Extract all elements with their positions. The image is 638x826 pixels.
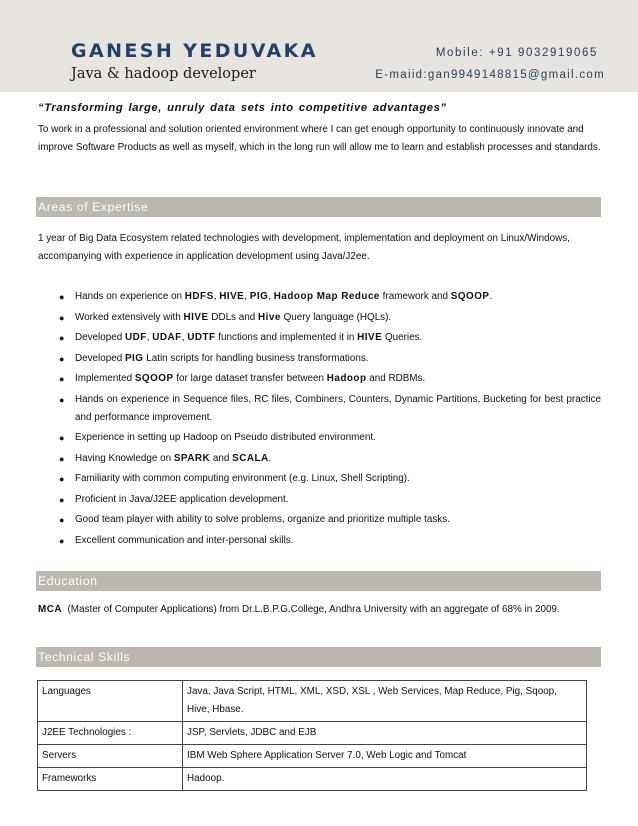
bullet-icon: ● — [59, 353, 65, 364]
degree: MCA — [38, 604, 62, 615]
expertise-item — [38, 370, 601, 388]
item-text: DDLs and — [208, 311, 258, 323]
section-heading-education: Education — [36, 571, 601, 591]
bullet-icon: ● — [59, 535, 65, 546]
item-text: Having Knowledge on — [75, 452, 174, 464]
expertise-item — [38, 288, 601, 306]
keyword: HDFS — [184, 291, 214, 302]
skill-values: Hadoop. — [183, 768, 587, 791]
bullet-icon: ● — [59, 312, 65, 323]
table-row — [38, 768, 587, 791]
item-text: Query language (HQLs). — [280, 311, 392, 323]
candidate-name: GANESH YEDUVAKA — [71, 40, 318, 62]
keyword: SQOOP — [134, 373, 174, 384]
keyword: Hadoop — [326, 373, 367, 384]
bullet-icon: ● — [59, 292, 65, 302]
keyword: Hive — [257, 311, 281, 323]
section-heading-skills: Technical Skills — [36, 647, 601, 667]
skill-category: Languages — [38, 681, 183, 722]
item-text: Good team player with ability to solve problems, organize and prioritize multiple tasks. — [75, 514, 450, 526]
bullet-icon: ● — [59, 474, 65, 485]
item-text: Proficient in Java/J2EE application development. — [75, 493, 289, 505]
keyword: HIVE — [219, 291, 245, 302]
bullet-icon: ● — [59, 453, 65, 464]
item-text: , — [181, 332, 188, 343]
skill-values: Java, Java Script, HTML, XML, XSD, XSL , Web Services, Map Reduce, Pig, Sqoop, Hive, Hbase. — [183, 681, 587, 722]
bullet-icon: ● — [59, 494, 65, 505]
keyword: SQOOP — [450, 291, 490, 302]
keyword: HIVE — [357, 332, 383, 343]
item-text: and RDBMs. — [366, 373, 426, 384]
bullet-icon: ● — [59, 515, 65, 526]
keyword: UDF — [124, 332, 147, 343]
skills-table — [37, 680, 587, 791]
item-text: Hands on experience in Sequence files, RC files, Combiners, Counters, Dynamic Partitions, Bucketing for best practice and performance improvement. — [75, 393, 601, 423]
item-text: , — [244, 291, 250, 302]
mobile-number: Mobile: +91 9032919065 — [435, 47, 598, 59]
item-text: Implemented — [75, 373, 135, 384]
table-row — [38, 745, 587, 768]
keyword: UDAF — [152, 332, 182, 343]
expertise-item — [38, 491, 601, 509]
item-text: Hands on experience on — [75, 291, 185, 302]
item-text: Experience in setting up Hadoop on Pseudo distributed environment. — [75, 432, 376, 444]
expertise-item — [38, 511, 601, 529]
table-row — [38, 681, 587, 722]
item-text: framework and — [379, 291, 451, 302]
keyword: HIVE — [183, 311, 209, 323]
objective-text: To work in a professional and solution oriented environment where I can get enough opportunity to continuously innovate and improve Software Products as well as myself, which in the long run will allow me to learn and establish processes and standards. — [38, 124, 601, 154]
item-text: functions and implemented it in — [215, 332, 358, 343]
expertise-item — [38, 391, 601, 427]
item-text: Latin scripts for handling business transformations. — [143, 352, 369, 364]
skill-values: IBM Web Sphere Application Server 7.0, Web Logic and Tomcat — [183, 745, 587, 768]
keyword: SCALA — [232, 452, 269, 464]
expertise-item — [38, 329, 601, 347]
item-text: Queries. — [382, 332, 423, 343]
item-text: and — [210, 452, 233, 464]
item-text: , — [268, 291, 274, 302]
skill-values: JSP, Servlets, JDBC and EJB — [183, 722, 587, 745]
item-text: Excellent communication and inter-personal skills. — [75, 534, 294, 546]
degree-detail: (Master of Computer Applications) from Dr.L.B.P.G.College, Andhra University with an aggregate of 68% in 2009. — [67, 604, 560, 615]
item-text: Developed — [75, 352, 125, 364]
bullet-icon: ● — [59, 433, 65, 444]
candidate-role: Java & hadoop developer — [71, 66, 256, 82]
expertise-item — [38, 450, 601, 468]
item-text: . — [489, 291, 493, 302]
table-row — [38, 722, 587, 745]
keyword: PIG — [249, 291, 269, 302]
expertise-item — [38, 470, 601, 488]
header-band — [0, 0, 638, 92]
expertise-summary: 1 year of Big Data Ecosystem related technologies with development, implementation and deployment on Linux/Windows, accompanying with experience in application development using Java/J2ee. — [38, 233, 570, 263]
item-text: Worked extensively with — [75, 311, 184, 323]
expertise-item — [38, 429, 601, 447]
expertise-list — [38, 288, 601, 552]
item-text: , — [213, 291, 220, 302]
expertise-item — [38, 350, 601, 368]
item-text: Developed — [75, 332, 125, 343]
skill-category: Servers — [38, 745, 183, 768]
expertise-item — [38, 309, 601, 327]
bullet-icon: ● — [59, 394, 65, 405]
bullet-icon: ● — [59, 374, 65, 384]
education-entry — [38, 604, 560, 615]
expertise-item — [38, 532, 601, 550]
keyword: Hadoop Map Reduce — [273, 291, 380, 302]
keyword: SPARK — [173, 452, 211, 464]
bullet-icon: ● — [59, 333, 65, 343]
item-text: , — [146, 332, 153, 343]
skill-category: J2EE Technologies : — [38, 722, 183, 745]
item-text: . — [268, 452, 272, 464]
keyword: UDTF — [187, 332, 216, 343]
tagline: “Transforming large, unruly data sets into competitive advantages” — [38, 102, 447, 114]
section-heading-expertise: Areas of Expertise — [36, 197, 601, 217]
keyword: PIG — [124, 352, 144, 364]
email-address: E-maiid:gan9949148815@gmail.com — [375, 69, 605, 81]
item-text: Familiarity with common computing environment (e.g. Linux, Shell Scripting). — [75, 473, 410, 485]
skill-category: Frameworks — [38, 768, 183, 791]
item-text: for large dataset transfer between — [173, 373, 327, 384]
